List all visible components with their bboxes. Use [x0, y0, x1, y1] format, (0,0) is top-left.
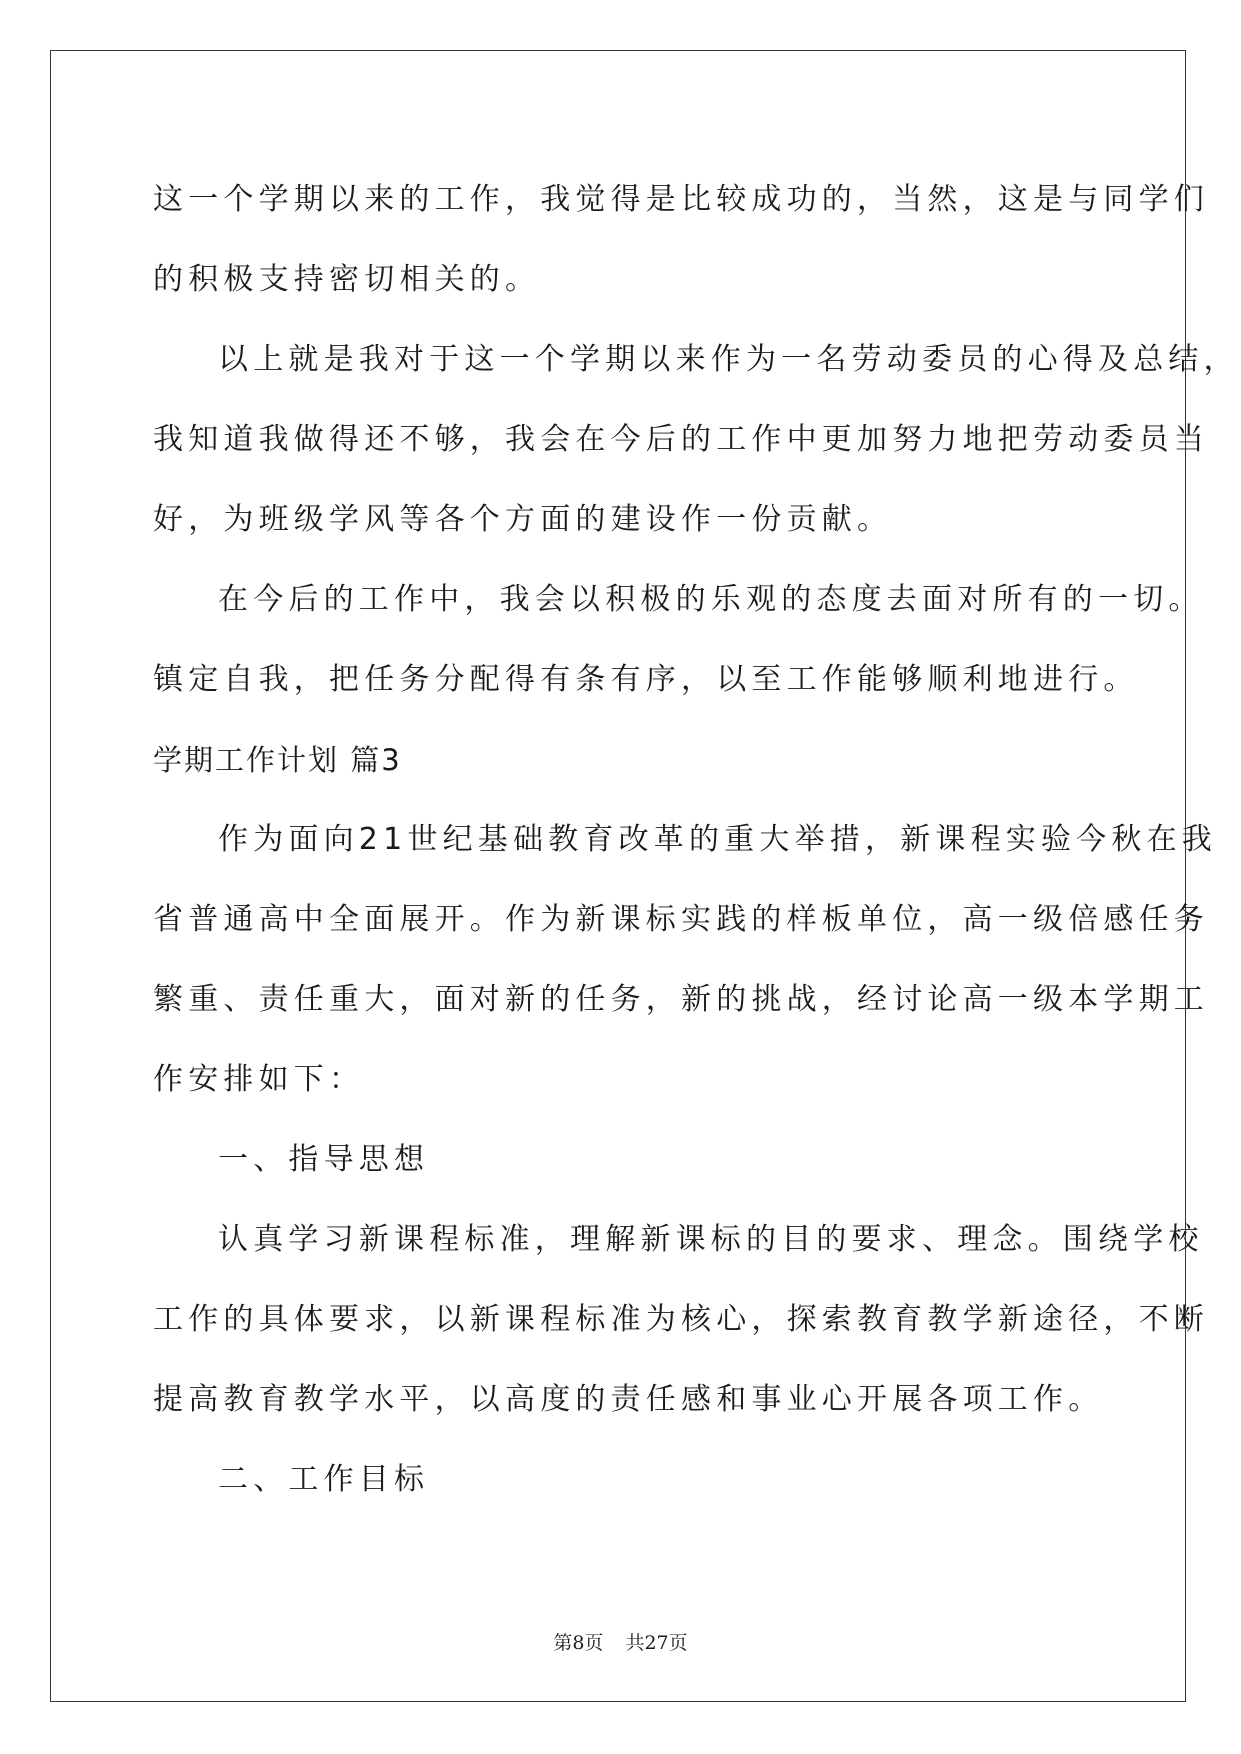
text-line: 镇定自我，把任务分配得有条有序，以至工作能够顺利地进行。 — [153, 662, 1139, 697]
page-total: 共27页 — [625, 1632, 688, 1654]
text-line: 以上就是我对于这一个学期以来作为一名劳动委员的心得及总结， — [218, 342, 1239, 377]
text-line: 省普通高中全面展开。作为新课标实践的样板单位，高一级倍感任务 — [153, 902, 1209, 937]
text-line: 这一个学期以来的工作，我觉得是比较成功的，当然，这是与同学们 — [153, 182, 1209, 217]
text-line: 繁重、责任重大，面对新的任务，新的挑战，经讨论高一级本学期工 — [153, 982, 1209, 1017]
document-body — [153, 160, 1239, 1520]
subheading-line: 一、指导思想 — [218, 1142, 430, 1177]
text-line: 工作的具体要求，以新课程标准为核心，探索教育教学新途径，不断 — [153, 1302, 1209, 1337]
text-line: 的积极支持密切相关的。 — [153, 262, 541, 297]
text-line: 提高教育教学水平，以高度的责任感和事业心开展各项工作。 — [153, 1382, 1104, 1417]
page-footer — [0, 1628, 1241, 1655]
text-line: 作安排如下： — [153, 1062, 365, 1097]
section-heading: 学期工作计划 篇3 — [153, 743, 402, 777]
text-line: 我知道我做得还不够，我会在今后的工作中更加努力地把劳动委员当 — [153, 422, 1209, 457]
page-number: 第8页 — [553, 1632, 604, 1654]
subheading-line: 二、工作目标 — [218, 1462, 430, 1497]
text-line: 认真学习新课程标准，理解新课标的目的要求、理念。围绕学校 — [218, 1222, 1204, 1257]
text-line: 在今后的工作中，我会以积极的乐观的态度去面对所有的一切。 — [218, 582, 1204, 617]
text-line: 好，为班级学风等各个方面的建设作一份贡献。 — [153, 502, 893, 537]
text-line: 作为面向21世纪基础教育改革的重大举措，新课程实验今秋在我 — [218, 822, 1217, 857]
